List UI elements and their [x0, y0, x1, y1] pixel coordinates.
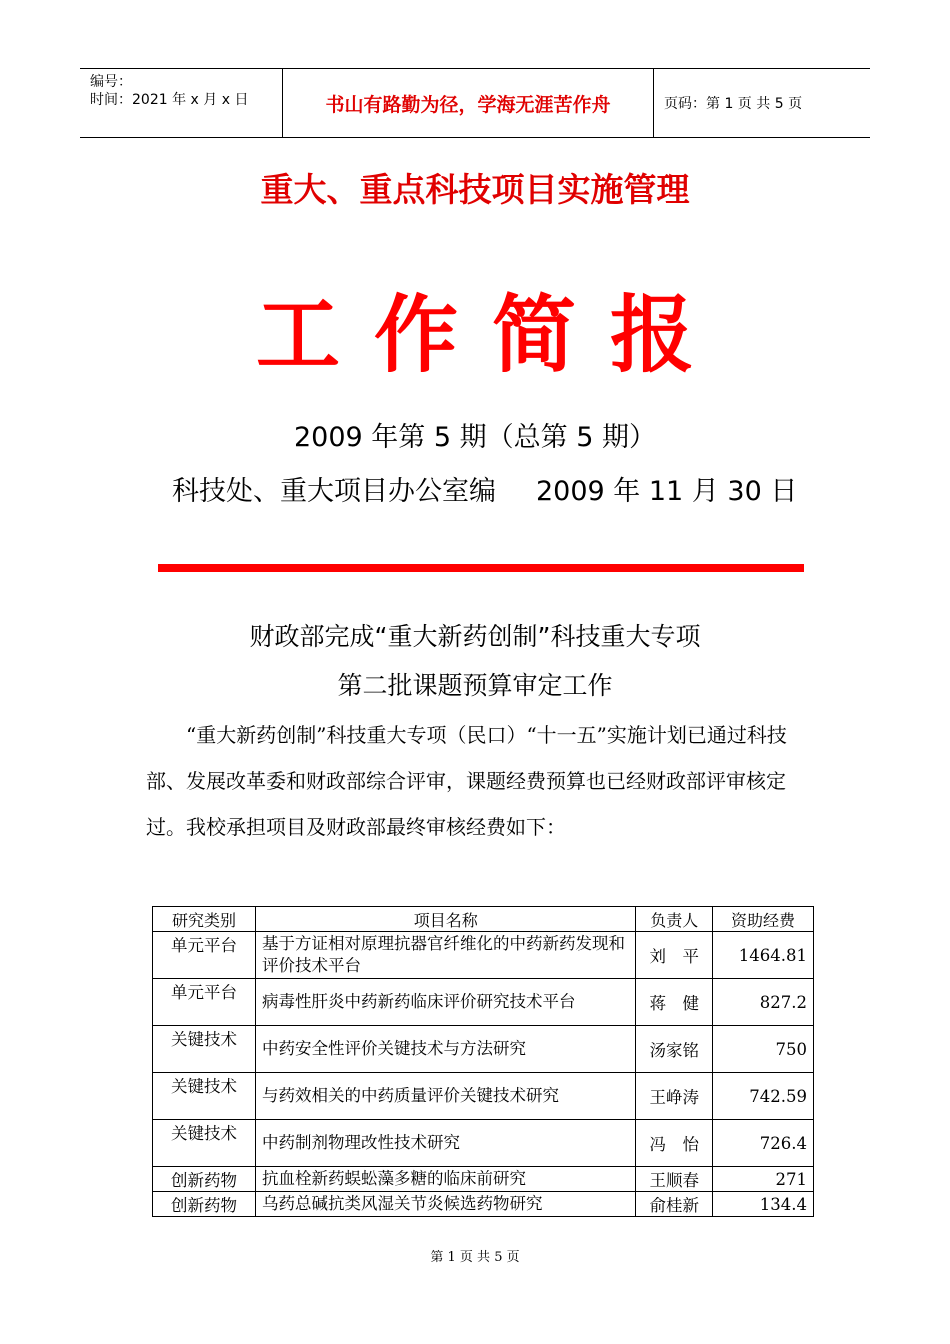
cell-person: 王峥涛 [636, 1073, 713, 1120]
header-category: 研究类别 [153, 907, 256, 932]
article-body [146, 712, 808, 850]
cell-funding: 827.2 [712, 979, 813, 1026]
header-project: 项目名称 [256, 907, 636, 932]
cell-funding: 750 [712, 1026, 813, 1073]
header-person: 负责人 [636, 907, 713, 932]
cell-funding: 742.59 [712, 1073, 813, 1120]
cell-person: 冯 怡 [636, 1120, 713, 1167]
cell-person: 汤家铭 [636, 1026, 713, 1073]
cell-category: 单元平台 [153, 979, 256, 1026]
table-row [153, 979, 814, 1026]
bulletin-subtitle: 重大、重点科技项目实施管理 [260, 170, 690, 209]
cell-category: 创新药物 [153, 1192, 256, 1217]
table-row [153, 1026, 814, 1073]
cell-person: 刘 平 [636, 932, 713, 979]
editor: 科技处、重大项目办公室编 [172, 476, 496, 507]
article-title-line1: 财政部完成“重大新药创制”科技重大专项 [249, 622, 701, 651]
funding-table [152, 906, 814, 1217]
red-divider [158, 564, 804, 572]
cell-project: 与药效相关的中药质量评价关键技术研究 [256, 1073, 636, 1120]
number-label: 编号： [90, 74, 132, 90]
table-row [153, 1192, 814, 1217]
cell-project: 中药制剂物理改性技术研究 [256, 1120, 636, 1167]
cell-funding: 134.4 [712, 1192, 813, 1217]
page-footer: 第 1 页 共 5 页 [430, 1250, 520, 1265]
table-row [153, 1167, 814, 1192]
cell-category: 单元平台 [153, 932, 256, 979]
page-info: 页码：第 1 页 共 5 页 [664, 96, 803, 112]
cell-person: 王顺春 [636, 1167, 713, 1192]
issue-line: 2009 年第 5 期（总第 5 期） [294, 422, 656, 453]
cell-category: 关键技术 [153, 1073, 256, 1120]
table-header-row [153, 907, 814, 932]
table-row [153, 932, 814, 979]
motto: 书山有路勤为径，学海无涯苦作舟 [282, 69, 654, 137]
time-label: 时间：2021 年 x 月 x 日 [90, 92, 249, 108]
cell-project: 中药安全性评价关键技术与方法研究 [256, 1026, 636, 1073]
cell-project: 抗血栓新药蜈蚣藻多糖的临床前研究 [256, 1167, 636, 1192]
cell-funding: 271 [712, 1167, 813, 1192]
article-title-line2: 第二批课题预算审定工作 [337, 671, 613, 700]
issue-date: 2009 年 11 月 30 日 [536, 476, 798, 507]
cell-funding: 1464.81 [712, 932, 813, 979]
table-row [153, 1120, 814, 1167]
table-row [153, 1073, 814, 1120]
bulletin-title: 工作简报 [255, 286, 728, 384]
cell-category: 创新药物 [153, 1167, 256, 1192]
cell-project: 病毒性肝炎中药新药临床评价研究技术平台 [256, 979, 636, 1026]
editor-line [146, 466, 806, 518]
cell-category: 关键技术 [153, 1026, 256, 1073]
header-box [80, 68, 870, 138]
cell-category: 关键技术 [153, 1120, 256, 1167]
cell-person: 蒋 健 [636, 979, 713, 1026]
header-left [80, 69, 282, 137]
cell-person: 俞桂新 [636, 1192, 713, 1217]
article-paragraph: “重大新药创制”科技重大专项（民口）“十一五”实施计划已通过科技部、发展改革委和财政部综合评审，课题经费预算也已经财政部评审核定过。我校承担项目及财政部最终审核经费如下： [146, 723, 787, 839]
cell-project: 基于方证相对原理抗器官纤维化的中药新药发现和评价技术平台 [256, 932, 636, 979]
cell-project: 乌药总碱抗类风湿关节炎候选药物研究 [256, 1192, 636, 1217]
cell-funding: 726.4 [712, 1120, 813, 1167]
header-funding: 资助经费 [712, 907, 813, 932]
